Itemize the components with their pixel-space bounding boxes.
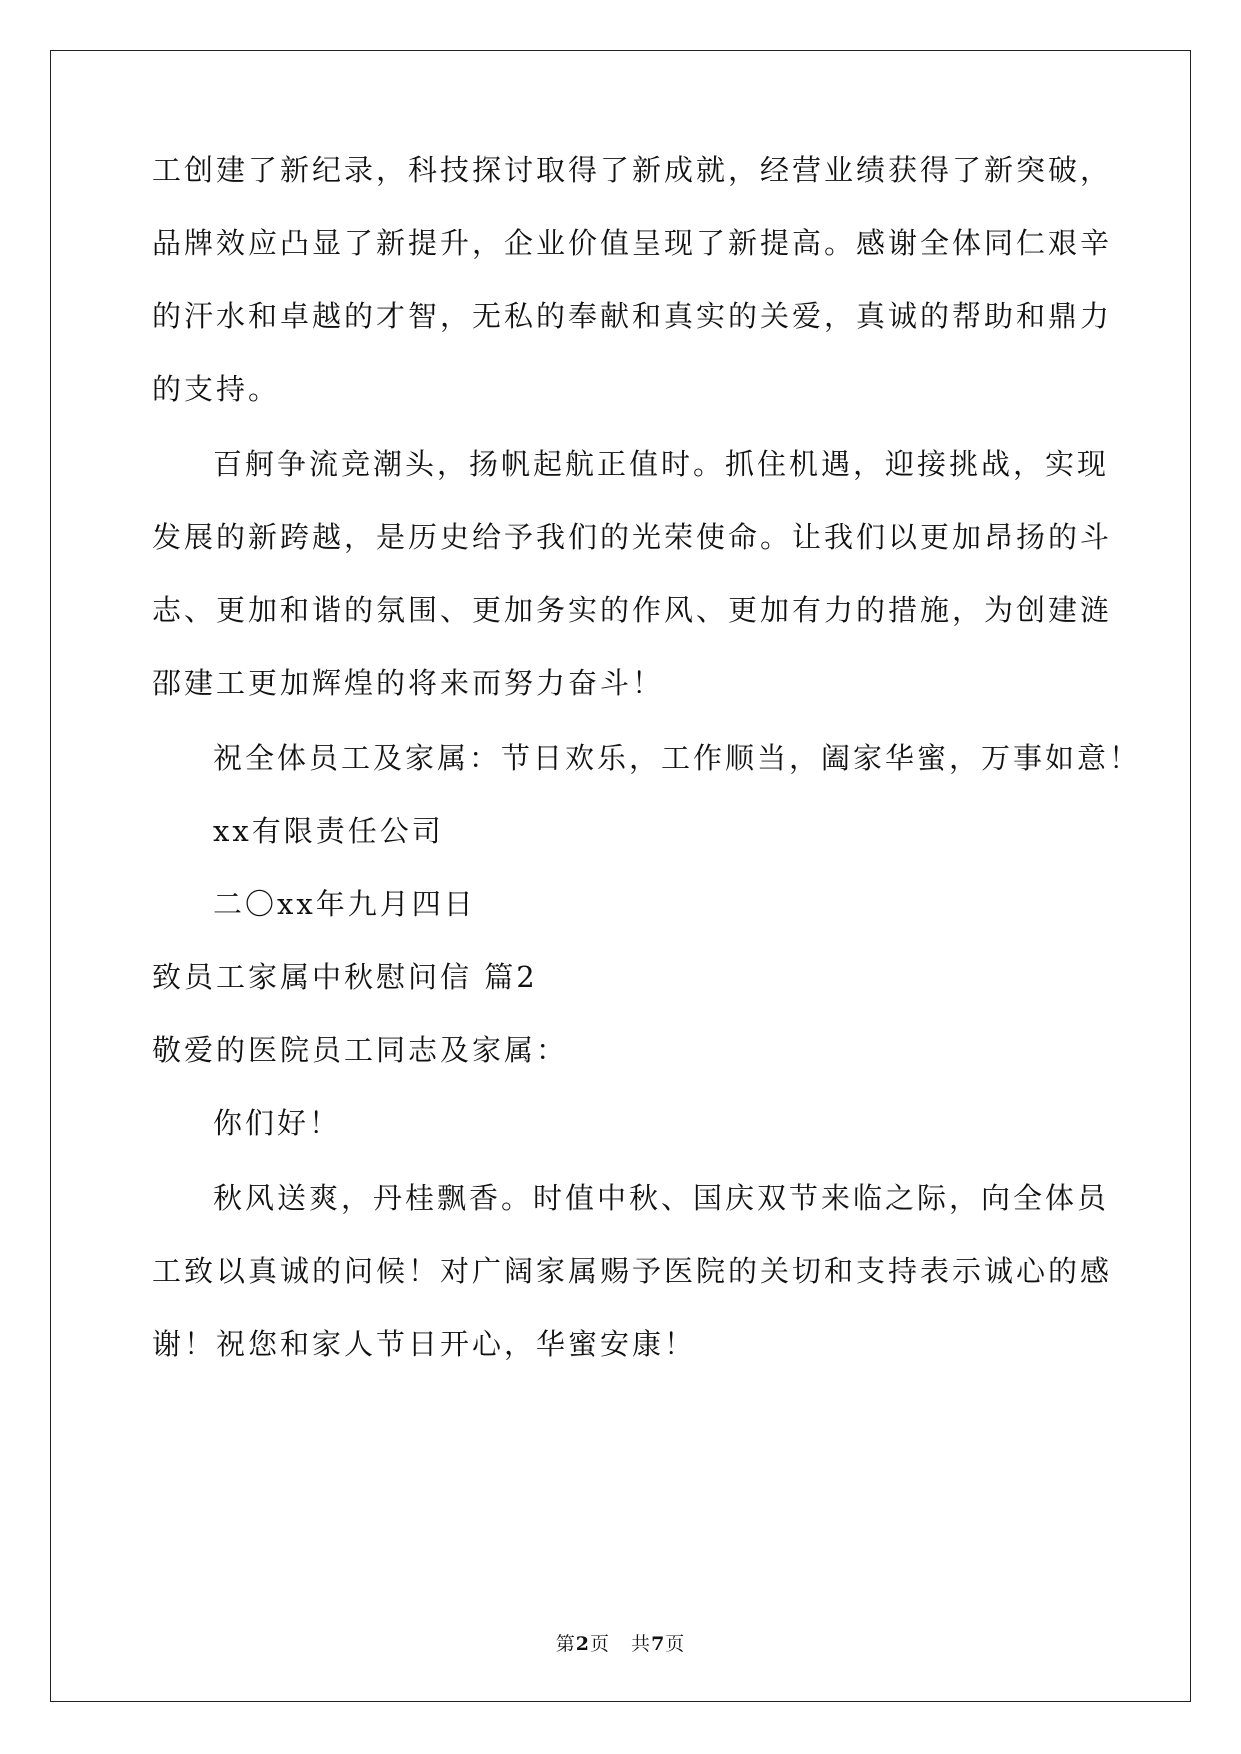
salutation: 敬爱的医院员工同志及家属： (152, 1033, 569, 1067)
page-current: 2 (575, 1633, 590, 1655)
page-total: 7 (651, 1633, 666, 1655)
body-line-15: 秋风送爽，丹桂飘香。时值中秋、国庆双节来临之际，向全体员 (213, 1181, 1110, 1215)
page-footer (0, 1632, 1241, 1656)
body-line-5: 百舸争流竞潮头，扬帆起航正值时。抓住机遇，迎接挑战，实现 (213, 447, 1110, 481)
company-signature: xx有限责任公司 (213, 814, 444, 848)
page-prefix: 第 (555, 1633, 576, 1655)
body-line-16: 工致以真诚的问候！对广阔家属赐予医院的关切和支持表示诚心的感 (152, 1254, 1113, 1288)
hello-line: 你们好！ (213, 1106, 342, 1140)
body-line-2: 品牌效应凸显了新提升，企业价值呈现了新提高。感谢全体同仁艰辛 (152, 226, 1113, 260)
section-title: 致员工家属中秋慰问信 篇2 (152, 960, 538, 994)
body-line-3: 的汗水和卓越的才智，无私的奉献和真实的关爱，真诚的帮助和鼎力 (152, 299, 1113, 333)
signature-date: 二〇xx年九月四日 (213, 887, 476, 921)
page-suffix: 页 (665, 1633, 686, 1655)
page-mid: 页 共 (589, 1633, 652, 1655)
body-line-6: 发展的新跨越，是历史给予我们的光荣使命。让我们以更加昂扬的斗 (152, 520, 1113, 554)
body-line-8: 邵建工更加辉煌的将来而努力奋斗！ (152, 666, 665, 700)
body-line-4: 的支持。 (152, 372, 281, 406)
body-line-17: 谢！祝您和家人节日开心，华蜜安康！ (152, 1327, 697, 1361)
body-line-7: 志、更加和谐的氛围、更加务实的作风、更加有力的措施，为创建涟 (152, 593, 1113, 627)
greeting-line: 祝全体员工及家属：节日欢乐，工作顺当，阖家华蜜，万事如意！ (213, 741, 1142, 775)
body-line-1: 工创建了新纪录，科技探讨取得了新成就，经营业绩获得了新突破， (152, 153, 1113, 187)
